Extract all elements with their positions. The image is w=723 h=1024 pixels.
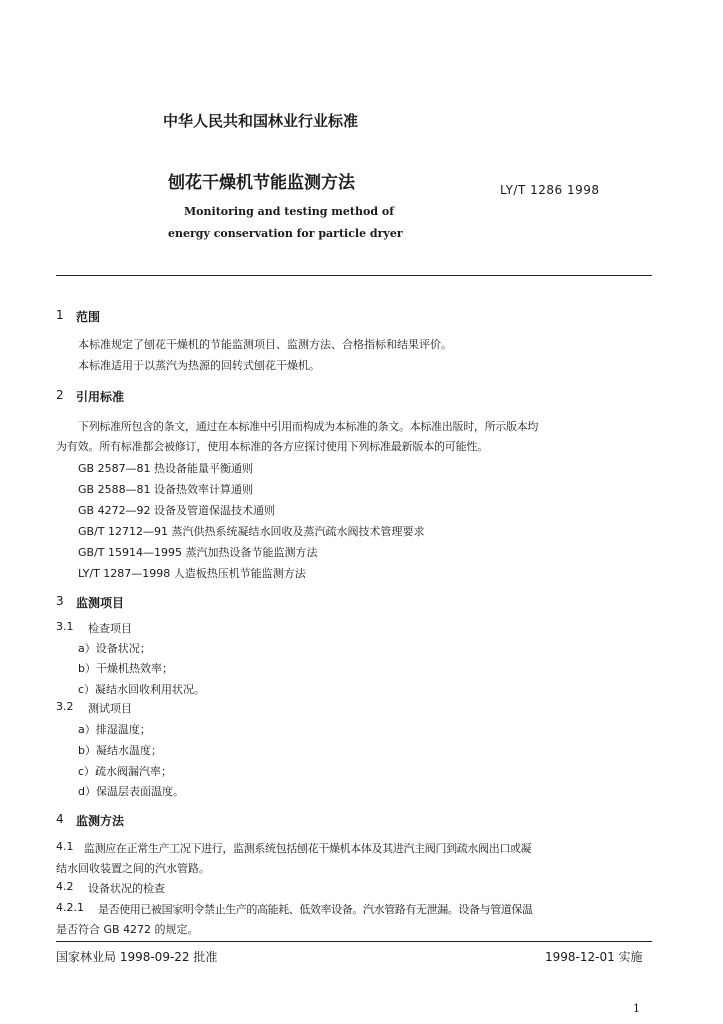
clause-4-1-number: 4.1: [56, 840, 74, 853]
reference-item: GB 2588—81 设备热效率计算通则: [78, 483, 254, 496]
list-item: a）排湿温度；: [78, 723, 151, 736]
section-4-number: 4: [56, 812, 64, 826]
standard-code: LY/T 1286 1998: [500, 183, 600, 197]
section-2-number: 2: [56, 388, 64, 402]
approval-date: 国家林业局 1998-09-22 批准: [56, 950, 218, 964]
org-title: 中华人民共和国林业行业标准: [163, 112, 359, 130]
clause-4-2-1-line-2: 是否符合 GB 4272 的规定。: [56, 923, 199, 936]
section-3-heading: 监测项目: [76, 596, 125, 610]
clause-4-2-1-line-1: 是否使用已被国家明令禁止生产的高能耗、低效率设备。汽水管路有无泄漏。设备与管道保温: [98, 903, 533, 916]
reference-item: GB 2587—81 热设备能量平衡通则: [78, 462, 254, 475]
footer-divider: [56, 941, 652, 942]
clause-4-2-heading: 设备状况的检查: [88, 882, 165, 895]
reference-item: GB/T 15914—1995 蒸汽加热设备节能监测方法: [78, 546, 318, 559]
reference-item: LY/T 1287—1998 人造板热压机节能监测方法: [78, 567, 306, 580]
list-item: b）干燥机热效率；: [78, 662, 173, 675]
subsection-3-1-number: 3.1: [56, 620, 74, 633]
reference-item: GB/T 12712—91 蒸汽供热系统凝结水回收及蒸汽疏水阀技术管理要求: [78, 525, 425, 538]
list-item: c）凝结水回收利用状况。: [78, 683, 206, 696]
english-title-line-1: Monitoring and testing method of: [184, 205, 394, 218]
clause-4-2-1-number: 4.2.1: [56, 901, 84, 914]
effective-date: 1998-12-01 实施: [545, 950, 643, 964]
clause-4-1-line-2: 结水回收装置之间的汽水管路。: [56, 862, 210, 875]
english-title-line-2: energy conservation for particle dryer: [168, 227, 403, 240]
section-2-paragraph-line-1: 下列标准所包含的条文，通过在本标准中引用而构成为本标准的条文。本标准出版时，所示版本均: [78, 420, 539, 433]
subsection-3-1-heading: 检查项目: [88, 622, 132, 635]
subsection-3-2-number: 3.2: [56, 700, 74, 713]
clause-4-2-number: 4.2: [56, 880, 74, 893]
section-1-paragraph-2: 本标准适用于以蒸汽为热源的回转式刨花干燥机。: [78, 359, 320, 372]
subsection-3-2-heading: 测试项目: [88, 702, 132, 715]
section-3-number: 3: [56, 594, 64, 608]
list-item: c）疏水阀漏汽率；: [78, 765, 173, 778]
section-2-heading: 引用标准: [76, 390, 125, 404]
list-item: b）凝结水温度；: [78, 744, 162, 757]
section-1-heading: 范围: [76, 310, 101, 324]
reference-item: GB 4272—92 设备及管道保温技术通则: [78, 504, 276, 517]
list-item: d）保温层表面温度。: [78, 785, 184, 798]
page-number: 1: [633, 1002, 640, 1015]
header-divider: [56, 275, 652, 276]
section-2-paragraph-line-2: 为有效。所有标准都会被修订，使用本标准的各方应探讨使用下列标准最新版本的可能性。: [56, 440, 488, 453]
list-item: a）设备状况；: [78, 642, 151, 655]
clause-4-1-line-1: 监测应在正常生产工况下进行，监测系统包括刨花干燥机本体及其进汽主阀门到疏水阀出口或凝: [84, 842, 532, 855]
section-4-heading: 监测方法: [76, 814, 125, 828]
document-title: 刨花干燥机节能监测方法: [168, 173, 355, 193]
section-1-number: 1: [56, 308, 64, 322]
section-1-paragraph-1: 本标准规定了刨花干燥机的节能监测项目、监测方法、合格指标和结果评价。: [78, 338, 452, 351]
